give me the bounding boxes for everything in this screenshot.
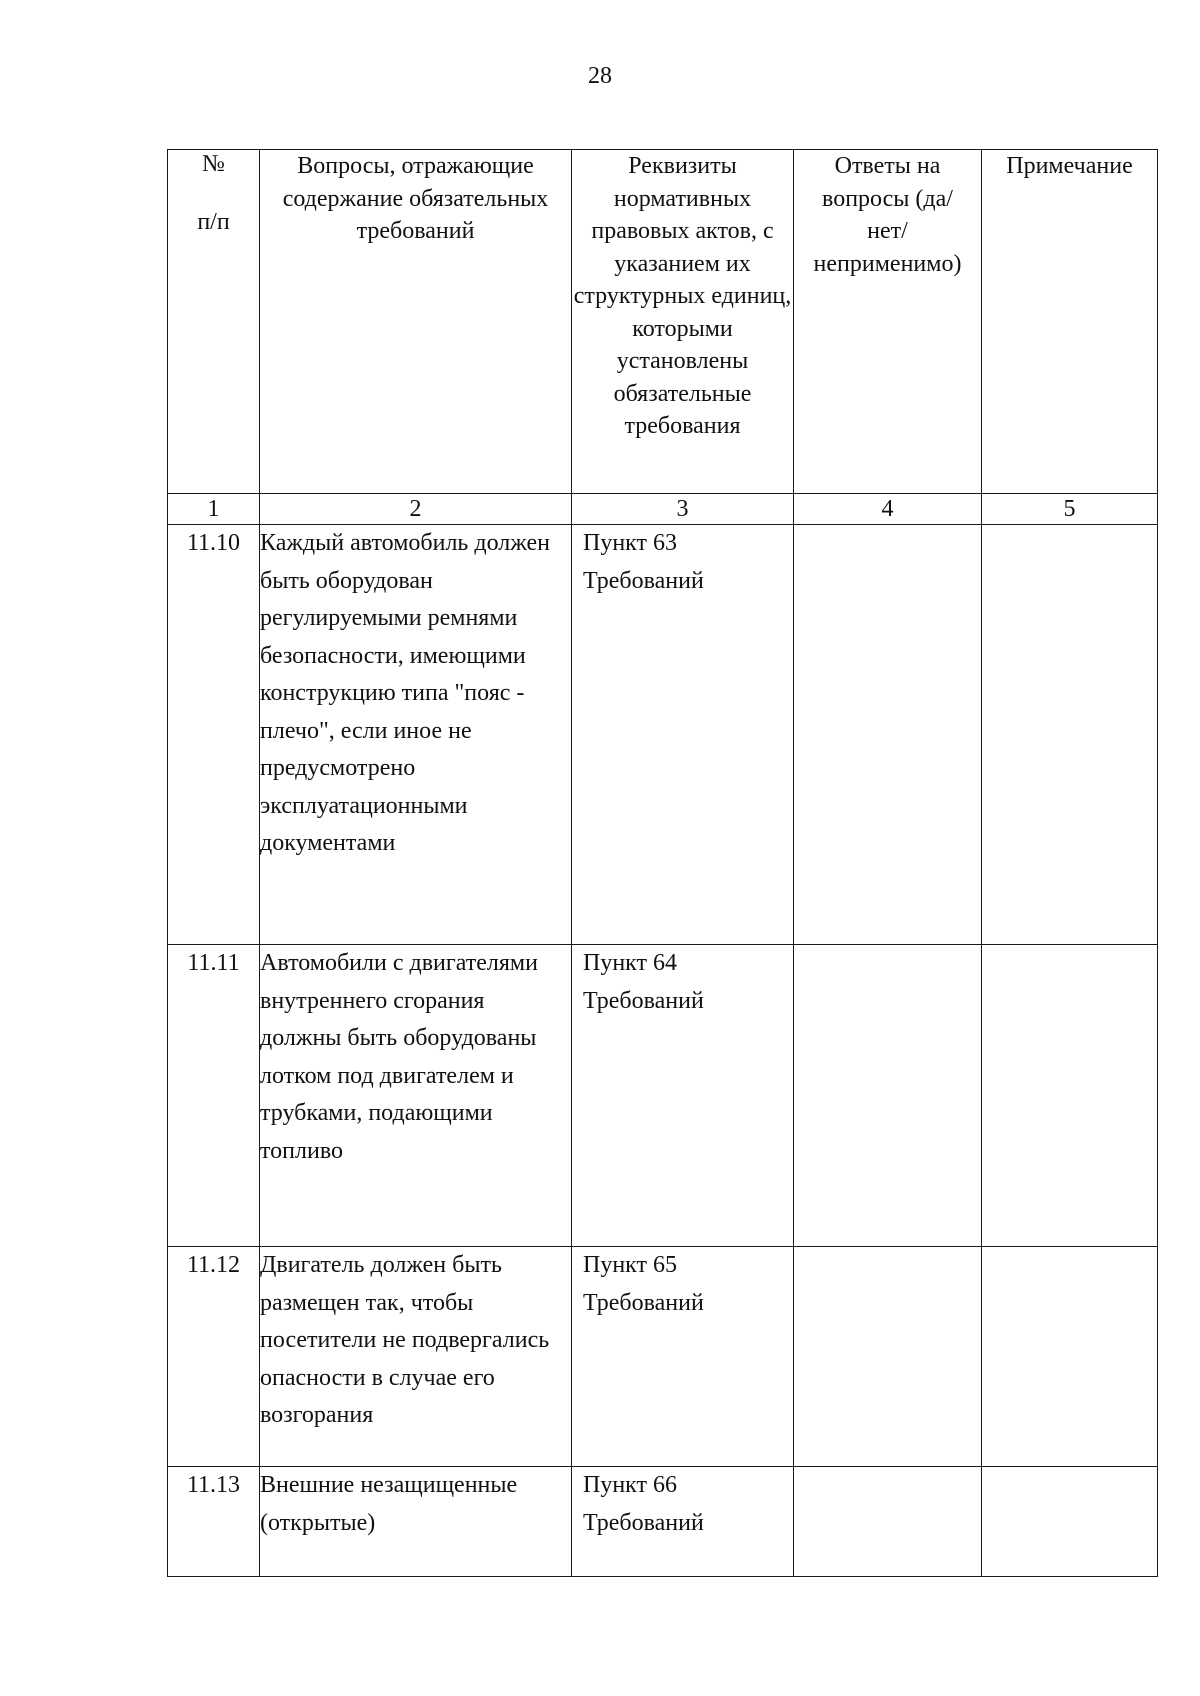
row-answer <box>794 945 982 1247</box>
header-number <box>168 150 260 494</box>
table-row <box>168 945 1158 1247</box>
column-number: 2 <box>260 494 572 525</box>
header-requisites: Реквизиты нормативных правовых актов, с указанием их структурных единиц, которыми установлены обязательные требования <box>572 150 794 494</box>
row-reference <box>572 945 794 1247</box>
table-header-row <box>168 150 1158 494</box>
row-question: Двигатель должен быть размещен так, чтобы посетители не подвергались опасности в случае его возгорания <box>260 1247 572 1467</box>
row-reference <box>572 1247 794 1467</box>
table-row <box>168 1247 1158 1467</box>
column-number: 4 <box>794 494 982 525</box>
table-row <box>168 1467 1158 1577</box>
header-note: Примечание <box>982 150 1158 494</box>
row-answer <box>794 1247 982 1467</box>
row-number: 11.10 <box>168 525 260 945</box>
reference-point: Пункт 64 <box>583 950 678 976</box>
row-reference <box>572 1467 794 1577</box>
row-note <box>982 945 1158 1247</box>
row-number: 11.13 <box>168 1467 260 1577</box>
row-question: Внешние незащищенные (открытые) <box>260 1467 572 1577</box>
row-answer <box>794 525 982 945</box>
row-note <box>982 1467 1158 1577</box>
row-answer <box>794 1467 982 1577</box>
column-number: 5 <box>982 494 1158 525</box>
reference-document: Требований <box>583 1509 704 1536</box>
table-row <box>168 525 1158 945</box>
header-number-symbol: № <box>202 151 225 177</box>
header-number-label: п/п <box>197 209 230 235</box>
reference-document: Требований <box>583 567 704 594</box>
column-number: 3 <box>572 494 794 525</box>
row-note <box>982 1247 1158 1467</box>
header-answers: Ответы на вопросы (да/нет/ неприменимо) <box>794 150 982 494</box>
row-number: 11.11 <box>168 945 260 1247</box>
reference-point: Пункт 65 <box>583 1252 678 1278</box>
reference-point: Пункт 66 <box>583 1472 678 1498</box>
page-number: 28 <box>588 63 612 89</box>
row-question: Автомобили с двигателями внутреннего сгорания должны быть оборудованы лотком под двигателем и трубками, подающими топливо <box>260 945 572 1247</box>
requirements-table <box>167 149 1158 1577</box>
reference-document: Требований <box>583 987 704 1014</box>
row-note <box>982 525 1158 945</box>
reference-point: Пункт 63 <box>583 530 678 556</box>
row-number: 11.12 <box>168 1247 260 1467</box>
row-reference <box>572 525 794 945</box>
row-question: Каждый автомобиль должен быть оборудован регулируемыми ремнями безопасности, имеющими конструкцию типа "пояс - плечо", если иное не предусмотрено эксплуатационными документами <box>260 525 572 945</box>
header-questions: Вопросы, отражающие содержание обязательных требований <box>260 150 572 494</box>
column-number-row <box>168 494 1158 525</box>
reference-document: Требований <box>583 1289 704 1316</box>
column-number: 1 <box>168 494 260 525</box>
